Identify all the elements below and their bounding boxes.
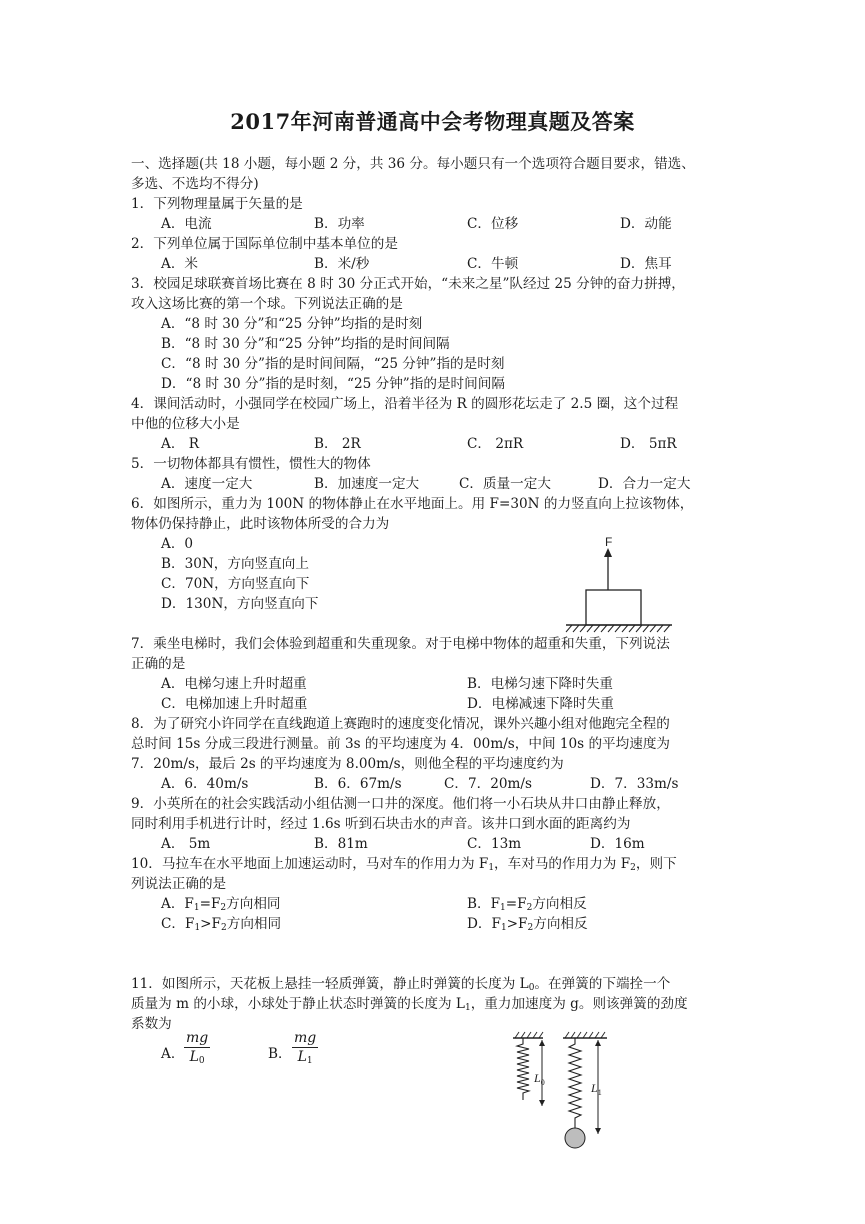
q5-stem: 5．一切物体都具有惯性，惯性大的物体 [131, 456, 371, 472]
q10-stem-line1: 10．马拉车在水平地面上加速运动时，马对车的作用力为 $F_1$，车对马的作用力为 $F_2$，则下 [131, 856, 677, 873]
q6-stem-line1: 6．如图所示，重力为 100N 的物体静止在水平地面上。用 F=30N 的力竖直向上拉该物体， [131, 496, 694, 512]
q6-force-arrow-icon [604, 548, 612, 557]
q1-option-a: A．电流 [161, 216, 212, 232]
q11-option-b-label: B． [268, 1046, 292, 1062]
q1-option-d: D．动能 [620, 216, 672, 232]
q10-stem-line2: 列说法正确的是 [131, 876, 227, 892]
q10-option-a: A．$F_1=F_2$方向相同 [161, 896, 281, 913]
section-instructions-line2: 多选、不选均不得分) [131, 176, 259, 192]
q11-stem-line3: 系数为 [131, 1016, 172, 1032]
q7-option-c: C．电梯加速上升时超重 [161, 696, 308, 712]
q6-option-d: D．130N，方向竖直向下 [161, 596, 319, 612]
q6-option-c: C．70N，方向竖直向下 [161, 576, 310, 592]
q6-stem-line2: 物体仍保持静止，此时该物体所受的合力为 [131, 516, 390, 532]
q9-option-a: A． 5m [161, 836, 211, 852]
spring-stretched [569, 1038, 581, 1128]
q2-stem: 2．下列单位属于国际单位制中基本单位的是 [131, 236, 398, 252]
dimension-arrow-up-icon [539, 1040, 545, 1046]
q8-stem-line3: 7．20m/s，最后 2s 的平均速度为 8.00m/s，则他全程的平均速度约为 [131, 756, 564, 772]
page-title: 2017年河南普通高中会考物理真题及答案 [230, 109, 635, 134]
q3-stem-line1: 3．校园足球联赛首场比赛在 8 时 30 分正式开始，“未来之星”队经过 25 分钟的奋力拼搏， [131, 276, 685, 292]
q6-force-diagram [560, 530, 680, 640]
q3-option-c: C．“8 时 30 分”指的是时间间隔，“25 分钟”指的是时刻 [161, 356, 505, 372]
q8-stem-line2: 总时间 15s 分成三段进行测量。前 3s 的平均速度为 4．00m/s，中间 10s 的平均速度为 [131, 736, 671, 752]
q4-option-a: A． R [161, 436, 199, 452]
q6-block [586, 590, 641, 625]
section-instructions-line1: 一、选择题(共 18 小题，每小题 2 分，共 36 分。每小题只有一个选项符合题目要求，错选、 [131, 156, 695, 172]
q1-option-b: B．功率 [314, 216, 365, 232]
q4-option-c: C． 2πR [467, 436, 524, 452]
q7-option-d: D．电梯减速下降时失重 [467, 696, 614, 712]
q2-option-b: B．米/秒 [314, 256, 370, 272]
q2-option-d: D．焦耳 [620, 256, 672, 272]
fig-label-l1: $L_1$ [591, 1081, 602, 1097]
q9-option-b: B．81m [314, 836, 368, 852]
q7-stem-line1: 7．乘坐电梯时，我们会体验到超重和失重现象。对于电梯中物体的超重和失重，下列说法 [131, 636, 670, 652]
q11-option-b-fraction: $\frac{mg}{L_1}$ [294, 1030, 317, 1066]
q11-stem-line1: 11．如图所示，天花板上悬挂一轻质弹簧，静止时弹簧的长度为 $L_0$。在弹簧的下端拴一个 [131, 976, 671, 993]
q11-spring-diagram [505, 1030, 625, 1160]
q8-option-d: D．7．33m/s [590, 776, 679, 792]
q5-option-a: A．速度一定大 [161, 476, 253, 492]
q2-option-a: A．米 [161, 256, 199, 272]
q3-option-d: D．“8 时 30 分”指的是时刻，“25 分钟”指的是时间间隔 [161, 376, 505, 392]
q6-force-label: F [605, 535, 613, 549]
q9-stem-line2: 同时利用手机进行计时，经过 1.6s 听到石块击水的声音。该井口到水面的距离约为 [131, 816, 631, 832]
q8-option-b: B．6．67m/s [314, 776, 402, 792]
dimension-arrow-up-icon [595, 1040, 601, 1046]
q7-option-a: A．电梯匀速上升时超重 [161, 676, 307, 692]
spring-natural [517, 1038, 529, 1100]
q10-option-b: B．$F_1=F_2$方向相反 [467, 896, 587, 913]
q1-stem: 1．下列物理量属于矢量的是 [131, 196, 303, 212]
q10-option-d: D．$F_1>F_2$方向相反 [467, 916, 588, 933]
q9-option-c: C．13m [467, 836, 522, 852]
q2-option-c: C．牛顿 [467, 256, 519, 272]
ball [565, 1128, 585, 1148]
q5-option-c: C．质量一定大 [459, 476, 551, 492]
q9-option-d: D．16m [590, 836, 645, 852]
q4-stem-line2: 中他的位移大小是 [131, 416, 240, 432]
q3-stem-line2: 攻入这场比赛的第一个球。下列说法正确的是 [131, 296, 403, 312]
q3-option-b: B．“8 时 30 分”和“25 分钟”均指的是时间间隔 [161, 336, 450, 352]
q11-option-a-label: A． [161, 1046, 185, 1062]
q8-option-c: C．7．20m/s [444, 776, 532, 792]
dimension-arrow-down-icon [539, 1100, 545, 1106]
q10-option-c: C．$F_1>F_2$方向相同 [161, 916, 282, 933]
q11-stem-line2: 质量为 m 的小球，小球处于静止状态时弹簧的长度为 $L_1$，重力加速度为 g。则该弹簧的劲度 [131, 996, 688, 1013]
q8-option-a: A．6．40m/s [161, 776, 249, 792]
q4-option-d: D． 5πR [620, 436, 677, 452]
q3-option-a: A．“8 时 30 分”和“25 分钟”均指的是时刻 [161, 316, 423, 332]
fig-label-l0: $L_0$ [534, 1071, 545, 1087]
q4-stem-line1: 4．课间活动时，小强同学在校园广场上，沿着半径为 R 的圆形花坛走了 2.5 圈，这个过程 [131, 396, 679, 412]
q11-option-a-fraction: $\frac{mg}{L_0}$ [186, 1030, 209, 1066]
q1-option-c: C．位移 [467, 216, 519, 232]
q5-option-d: D．合力一定大 [598, 476, 691, 492]
q4-option-b: B． 2R [314, 436, 361, 452]
q9-stem-line1: 9．小英所在的社会实践活动小组估测一口井的深度。他们将一小石块从井口由静止释放， [131, 796, 670, 812]
q7-stem-line2: 正确的是 [131, 656, 186, 672]
q5-option-b: B．加速度一定大 [314, 476, 420, 492]
q6-option-b: B．30N，方向竖直向上 [161, 556, 309, 572]
q6-ground-hatch [566, 625, 670, 632]
dimension-arrow-down-icon [595, 1128, 601, 1134]
q6-option-a: A．0 [161, 536, 194, 552]
q8-stem-line1: 8．为了研究小许同学在直线跑道上赛跑时的速度变化情况，课外兴趣小组对他跑完全程的 [131, 716, 670, 732]
q7-option-b: B．电梯匀速下降时失重 [467, 676, 613, 692]
